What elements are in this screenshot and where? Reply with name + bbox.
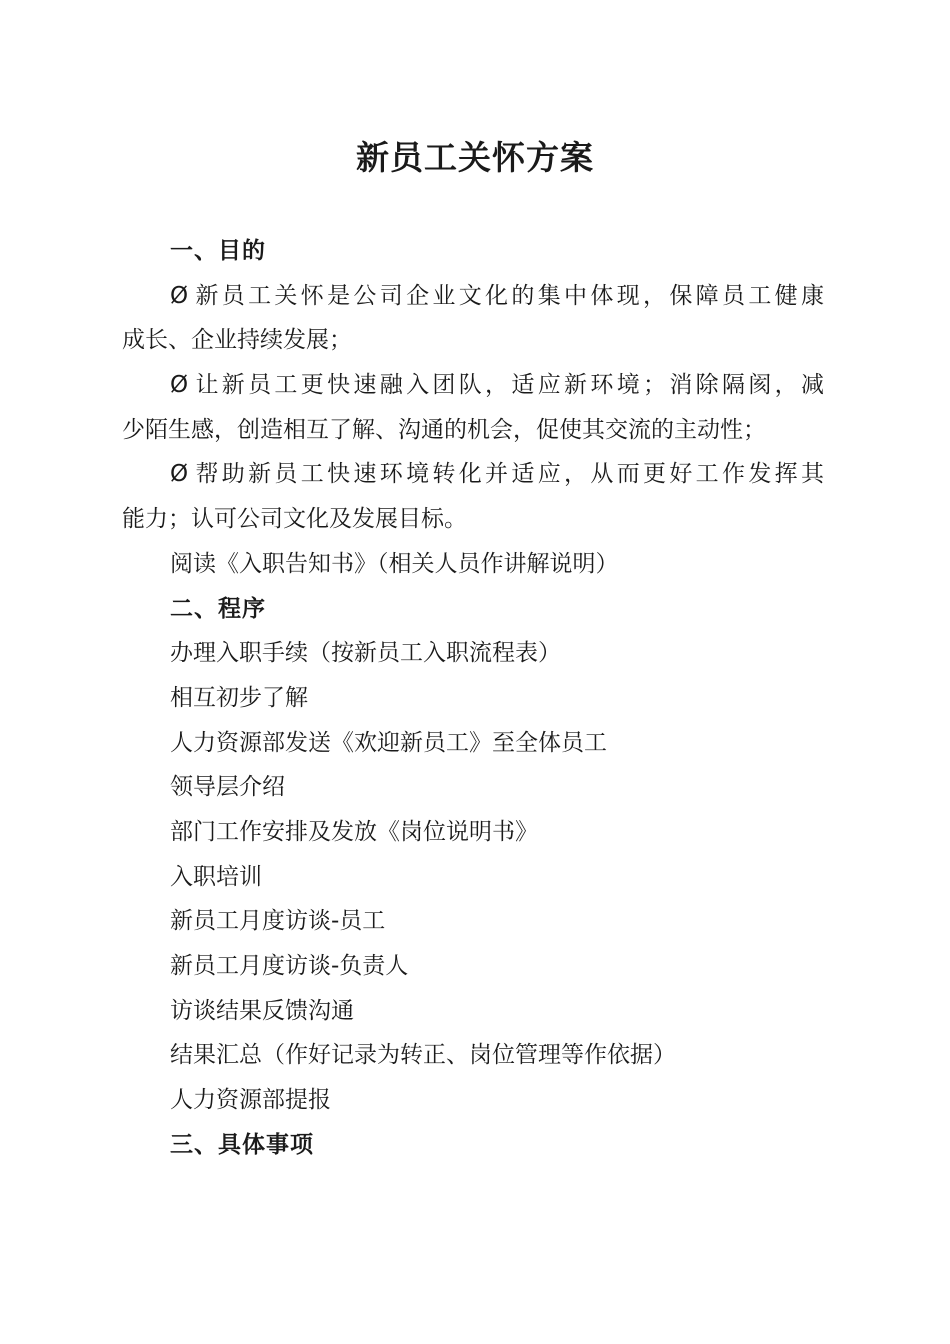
procedure-step: 人力资源部提报: [170, 1087, 331, 1114]
bullet-icon: Ø: [170, 282, 189, 309]
section-heading-details: 三、具体事项: [170, 1131, 314, 1158]
section-heading-purpose: 一、目的: [170, 238, 266, 264]
procedure-step: 结果汇总（作好记录为转正、岗位管理等作依据）: [170, 1042, 676, 1069]
purpose-item-2-line-1: [122, 363, 824, 408]
purpose-item-2-text: 让新员工更快速融入团队，适应新环境；消除隔阂，减: [192, 372, 824, 399]
procedure-step: 办理入职手续（按新员工入职流程表）: [170, 640, 561, 667]
procedure-step: 领导层介绍: [170, 774, 285, 801]
purpose-item-1-text: 新员工关怀是公司企业文化的集中体现，保障员工健康: [192, 282, 824, 309]
bullet-icon: Ø: [170, 461, 189, 488]
document-title: 新员工关怀方案: [356, 138, 594, 177]
bullet-icon: Ø: [170, 372, 189, 399]
procedure-step: 相互初步了解: [170, 684, 308, 711]
purpose-item-3-line-2: 能力；认可公司文化及发展目标。: [122, 506, 467, 533]
section-heading-procedure: 二、程序: [170, 595, 266, 622]
purpose-item-3-line-1: [122, 452, 824, 497]
procedure-step: 部门工作安排及发放《岗位说明书》: [170, 818, 538, 845]
procedure-step: 新员工月度访谈-负责人: [170, 953, 409, 979]
purpose-item-1-line-1: [122, 274, 824, 319]
purpose-read-note: 阅读《入职告知书》（相关人员作讲解说明）: [170, 550, 619, 577]
procedure-step: 入职培训: [170, 863, 262, 890]
document-body: [122, 229, 824, 1167]
procedure-step: 新员工月度访谈-员工: [170, 908, 386, 935]
purpose-item-1-line-2: 成长、企业持续发展；: [122, 327, 352, 354]
procedure-step: 人力资源部发送《欢迎新员工》至全体员工: [170, 729, 607, 756]
purpose-item-3-text: 帮助新员工快速环境转化并适应，从而更好工作发挥其: [192, 461, 824, 488]
procedure-step: 访谈结果反馈沟通: [170, 997, 354, 1024]
purpose-item-2-line-2: 少陌生感，创造相互了解、沟通的机会，促使其交流的主动性；: [122, 416, 766, 443]
